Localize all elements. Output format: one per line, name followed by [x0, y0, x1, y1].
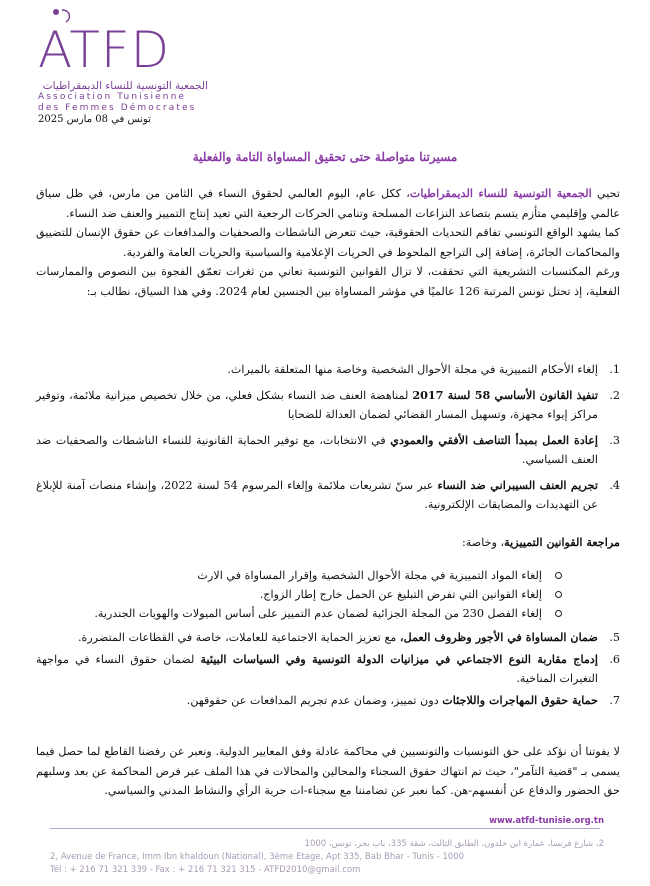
org-name-highlight: الجمعية التونسية للنساء الديمقراطيات — [409, 186, 592, 200]
demands-list — [36, 360, 620, 521]
demand-item: 2. تنفيذ القانون الأساسي 58 لسنة 2017 لمناهضة العنف ضد النساء بشكل فعلي، من خلال تخصيص ميزانية ملائمة، وتوفير مراكز إيواء مجهزة، وتسهيل المسار القضائي لضمان العدالة للضحايا — [36, 387, 620, 421]
demand-item: 4. تجريم العنف السيبراني ضد النساء عبر سنّ تشريعات ملائمة وإلغاء المرسوم 54 لسنة 2022، وإنشاء منصات آمنة للإبلاغ عن التهديدات والمضايقات الإلكترونية. — [36, 477, 620, 511]
demand-item: 5. ضمان المساواة في الأجور وظروف العمل، مع تعزيز الحماية الاجتماعية للعاملات، خاصة في القطاعات المتضررة. — [77, 630, 620, 644]
intro-paragraph-3: ورغم المكتسبات التشريعية التي تحققت، لا تزال القوانين التونسية تعاني من ثغرات تعمّق الفجوة بين النصوص والممارسات الفعلية، إذ تحتل تونس المرتبة 126 عالميًا في مؤشر المساواة بين الجنسين لعام 2024. وفي هذا السياق، نطالب بـ: — [36, 265, 620, 298]
sub-items-list — [36, 566, 620, 623]
footer-contact: Tél : + 216 71 321 339 - Fax : + 216 71 321 315 - ATFD2010@gmail.com — [50, 865, 361, 875]
footer-address-fr: 2, Avenue de France, Imm Ibn khaldoun (National), 3ème Etage, Apt 335, Bab Bhar - Tunis - 1000 — [50, 852, 465, 862]
demands-list-continued — [36, 628, 620, 713]
atfd-logo — [38, 8, 218, 114]
intro-paragraph-2: كما يشهد الواقع التونسي تفاقم التحديات الحقوقية، حيث تتعرض الناشطات والصحفيات والمدافعات عن حقوق الإنسان للتضييق والمحاكمات الجائرة، إضافة إلى التراجع الملحوظ في الحريات الإعلامية والسياسية والحريات العامة والفردية. — [36, 226, 620, 259]
closing-paragraph: لا يفوتنا أن نؤكد على حق التونسيات والتونسيين في محاكمة عادلة وفق المعايير الدولية. ونعبر عن رفضنا القاطع لما حصل فيما يسمى بـ "قضية التآمر"، حيث تم انتهاك حقوق السجناء والمحالين والمحالات في هذا الملف عبر فرض المحاكمة عن بعد وسلبهم حق الحضور والدفاع عن أنفسهم-هن. كما نعبر عن تضامننا مع سجناء-ات حرية الرأي والنشاط المدني والسياسي. — [36, 745, 620, 797]
demand-item: 6. إدماج مقاربة النوع الاجتماعي في ميزانيات الدولة التونسية وفي السياسات البيئية لضمان حقوق النساء في مواجهة التغيرات المناخية. — [36, 652, 620, 685]
sub-item: إلغاء الفصل 230 من المجلة الجزائية لضمان عدم التمييز على أساس الميولات والهويات الجندرية. — [36, 604, 620, 623]
demand-item: 3. إعادة العمل بمبدأ التناصف الأفقي والعمودي في الانتخابات، مع توفير الحماية القانونية للنساء الناشطات والصحفيات ضد العنف السياسي. — [36, 432, 620, 466]
section-heading: مراجعة القوانين التمييزية، وخاصة: — [461, 535, 620, 549]
sub-item: إلغاء القوانين التي تفرض التبليغ عن الحمل خارج إطار الزواج. — [36, 585, 620, 604]
circle-bullet-icon — [555, 572, 562, 579]
website-link[interactable]: www.atfd-tunisie.org.tn — [489, 816, 604, 826]
footer-divider — [50, 828, 600, 829]
org-name-ar: الجمعية التونسية للنساء الديمقراطيات — [42, 80, 208, 92]
demand-item: 7. حماية حقوق المهاجرات واللاجئات دون تمييز، وضمان عدم تجريم المدافعات عن حقوقهن. — [186, 693, 620, 707]
circle-bullet-icon — [555, 591, 562, 598]
intro-paragraph-1: تحيي الجمعية التونسية للنساء الديمقراطيات، ككل عام، اليوم العالمي لحقوق النساء في الثامن من مارس، في ظل سياق عالمي وإقليمي متأزم يتسم بتصاعد النزاعات المسلحة وتنامي الحركات الرجعية التي تعيد إنتاج التمييز والعنف ضد النساء. — [36, 186, 621, 220]
logo-text: ATFD — [38, 21, 171, 79]
intro-section — [36, 184, 620, 301]
sub-item: إلغاء المواد التمييزية في مجلة الأحوال الشخصية وإقرار المساواة في الارث — [36, 566, 620, 585]
document-title: مسيرتنا متواصلة حتى تحقيق المساواة التامة والفعلية — [192, 150, 458, 164]
document-date: تونس في 08 مارس 2025 — [38, 114, 151, 125]
org-name-fr-1: Association Tunisienne — [38, 92, 187, 102]
org-name-fr-2: des Femmes Démocrates — [38, 103, 197, 113]
footer-address-ar: 2، شارع فرنسا، عمارة ابن خلدون، الطابق الثالث، شقة 335، باب بحر، تونس، 1000 — [304, 839, 604, 849]
circle-bullet-icon — [555, 610, 562, 617]
footer — [50, 838, 604, 877]
demand-item: 1. إلغاء الأحكام التمييزية في مجلة الأحوال الشخصية وخاصة منها المتعلقة بالميراث. — [227, 363, 620, 376]
